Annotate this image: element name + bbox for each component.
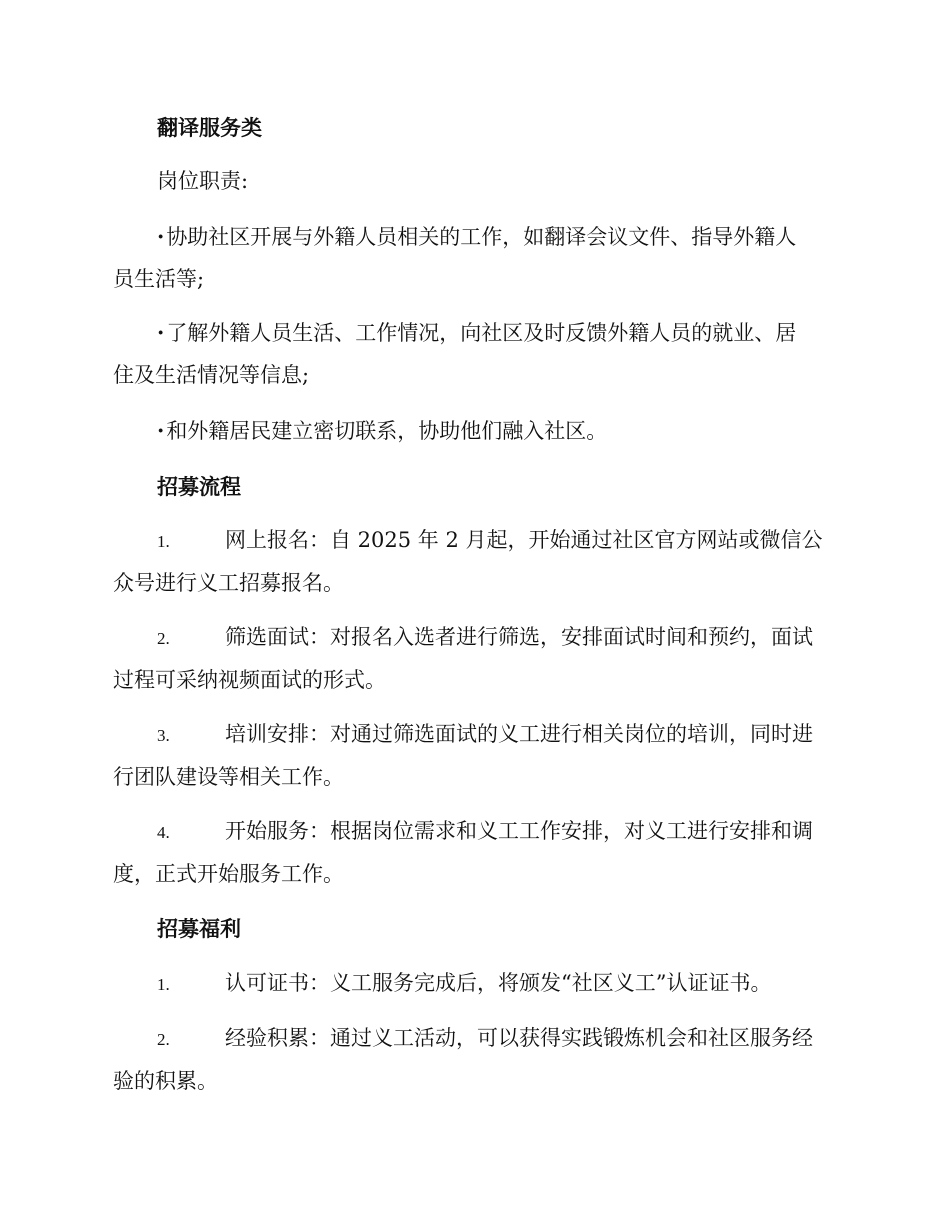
- process-item-4-line1: [113, 810, 843, 853]
- duty-bullet-2: [113, 311, 843, 397]
- process-item-2-text: 筛选面试：对报名入选者进行筛选，安排面试时间和预约，面试: [225, 625, 813, 649]
- item-number: 2.: [157, 1030, 170, 1049]
- bullet-marker: ·: [157, 224, 165, 249]
- item-number: 4.: [157, 823, 170, 842]
- duty-bullet-2-text: 了解外籍人员生活、工作情况，向社区及时反馈外籍人员的就业、居: [166, 321, 797, 345]
- process-item-1-line2: 众号进行义工招募报名。: [113, 571, 344, 595]
- process-item-3: [113, 713, 843, 799]
- bullet-marker: ·: [157, 418, 165, 443]
- benefit-item-1-line1: [113, 962, 843, 1005]
- process-item-1-text: 网上报名：自 2025 年 2 月起，开始通过社区官方网站或微信公: [225, 528, 823, 552]
- process-item-4-line2: 度，正式开始服务工作。: [113, 862, 344, 886]
- duty-bullet-1-text: 协助社区开展与外籍人员相关的工作，如翻译会议文件、指导外籍人: [166, 225, 797, 249]
- process-item-3-text: 培训安排：对通过筛选面试的义工进行相关岗位的培训，同时进: [225, 722, 813, 746]
- process-item-3-line1: [113, 713, 843, 756]
- benefit-item-2-text: 经验积累：通过义工活动，可以获得实践锻炼机会和社区服务经: [225, 1026, 813, 1050]
- process-item-1: [113, 519, 843, 605]
- benefit-item-2-line2: 验的积累。: [113, 1069, 218, 1093]
- duty-bullet-1-line2: 员生活等;: [113, 267, 205, 291]
- process-item-1-line1: [113, 519, 843, 562]
- item-number: 2.: [157, 629, 170, 648]
- duty-bullet-3: [113, 409, 843, 452]
- process-item-4-text: 开始服务：根据岗位需求和义工工作安排，对义工进行安排和调: [225, 819, 813, 843]
- duties-label: [113, 160, 843, 203]
- section-title-benefits: 招募福利: [157, 917, 241, 941]
- item-number: 1.: [157, 975, 170, 994]
- process-item-2: [113, 616, 843, 702]
- process-item-2-line2: 过程可采纳视频面试的形式。: [113, 668, 386, 692]
- section-title-translation: 翻译服务类: [157, 116, 262, 140]
- process-item-4: [113, 810, 843, 896]
- benefit-item-2: [113, 1017, 843, 1103]
- benefit-item-2-line1: [113, 1017, 843, 1060]
- duty-bullet-2-line1: [113, 311, 843, 354]
- duty-bullet-1: [113, 215, 843, 301]
- duty-bullet-3-text: 和外籍居民建立密切联系，协助他们融入社区。: [166, 419, 608, 443]
- section-title-process: 招募流程: [157, 475, 241, 499]
- duty-bullet-3-line1: [113, 409, 843, 452]
- process-item-2-line1: [113, 616, 843, 659]
- duty-bullet-2-line2: 住及生活情况等信息;: [113, 363, 310, 387]
- benefit-item-1-text: 认可证书：义工服务完成后，将颁发“社区义工”认证证书。: [225, 971, 772, 995]
- process-item-3-line2: 行团队建设等相关工作。: [113, 765, 344, 789]
- duty-bullet-1-line1: [113, 215, 843, 258]
- item-number: 1.: [157, 532, 170, 551]
- bullet-marker: ·: [157, 320, 165, 345]
- benefit-item-1: [113, 962, 843, 1005]
- item-number: 3.: [157, 726, 170, 745]
- duties-label-text: 岗位职责:: [157, 169, 249, 193]
